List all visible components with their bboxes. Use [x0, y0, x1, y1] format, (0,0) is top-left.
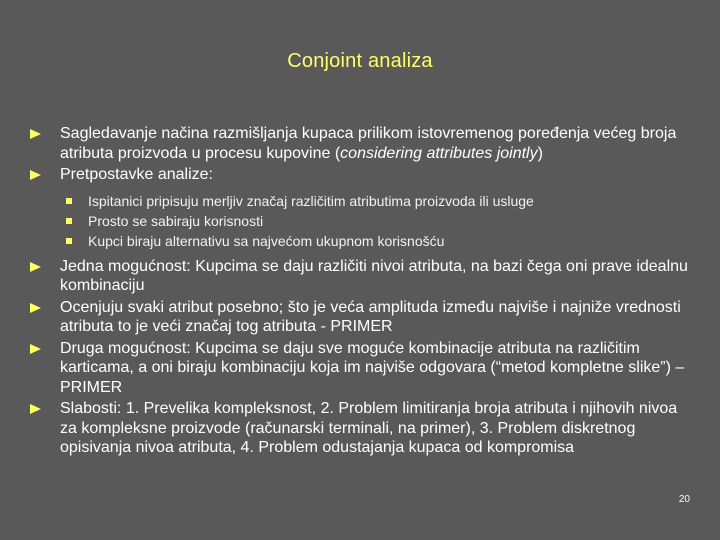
- bullet-item: [30, 257, 690, 296]
- sub-bullet-item: [30, 231, 690, 251]
- slide-number: 20: [678, 494, 690, 505]
- slide-content: [30, 124, 690, 460]
- sub-bullet-text: Prosto se sabiraju korisnosti: [88, 212, 264, 229]
- sub-bullet-item: [30, 191, 690, 211]
- bullet-text: Jedna mogućnost: Kupcima se daju različiti nivoi atributa, na bazi čega oni prave idealnu kombinaciju: [60, 257, 688, 294]
- bullet-text: Slabosti: 1. Prevelika kompleksnost, 2. Problem limitiranja broja atributa i njihovih nivoa za kompleksne proizvode (računarski terminali, na primer), 3. Problem diskretnog opisivanja nivoa atributa, 4. Problem odustajanja kupaca od kompromisa: [60, 400, 678, 456]
- bullet-text: Pretpostavke analize:: [60, 166, 213, 183]
- slide-title: Conjoint analiza: [287, 50, 433, 72]
- bullet-item: [30, 339, 690, 398]
- square-bullet-icon: [66, 218, 72, 224]
- bullet-item: [30, 399, 690, 458]
- triangle-bullet-icon: [30, 262, 41, 272]
- sub-bullet-item: [30, 211, 690, 231]
- sub-bullet-text: Ispitanici pripisuju merljiv značaj različitim atributima proizvoda ili usluge: [88, 192, 534, 209]
- bullet-text: Druga mogućnost: Kupcima se daju sve moguće kombinacije atributa na različitim karticama, a oni biraju kombinaciju koja im najviše odgovara (“metod kompletne slike”) – PRIMER: [60, 339, 685, 396]
- bullet-item: [30, 165, 690, 185]
- bullet-text: Ocenjuju svaki atribut posebno; što je veća amplituda između najviše i najniže vrednosti atributa to je veći značaj tog atributa - PRIMER: [60, 298, 681, 335]
- sub-bullet-list: [30, 191, 690, 251]
- triangle-bullet-icon: [30, 404, 41, 414]
- bullet-text: Sagledavanje načina razmišljanja kupaca prilikom istovremenog poređenja većeg broja atributa proizvoda u procesu kupovine (: [60, 125, 677, 162]
- bullet-text-end: ): [537, 144, 543, 162]
- bullet-italic-text: considering attributes jointly: [340, 144, 538, 162]
- bullet-item: [30, 298, 690, 337]
- square-bullet-icon: [66, 198, 72, 204]
- square-bullet-icon: [66, 238, 72, 244]
- triangle-bullet-icon: [30, 344, 41, 354]
- sub-bullet-text: Kupci biraju alternativu sa najvećom ukupnom korisnošću: [88, 232, 445, 249]
- triangle-bullet-icon: [30, 303, 41, 313]
- triangle-bullet-icon: [30, 129, 41, 139]
- triangle-bullet-icon: [30, 170, 41, 180]
- bullet-item: [30, 124, 690, 163]
